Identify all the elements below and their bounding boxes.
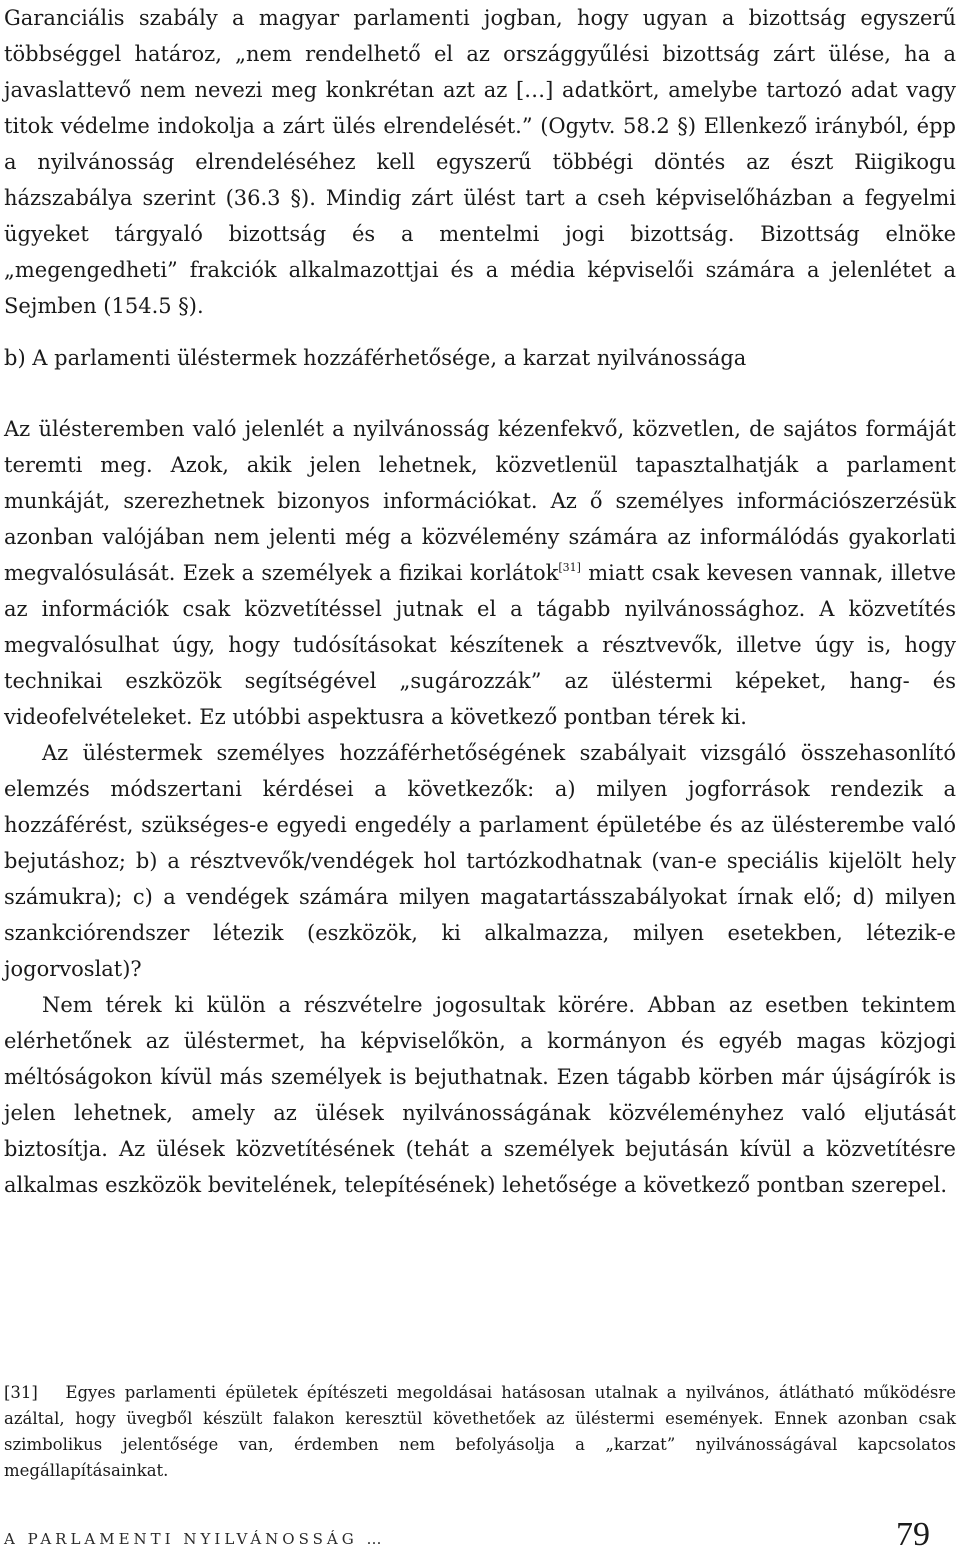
footnote xyxy=(4,1380,956,1484)
footnote-reference[interactable]: [31] xyxy=(558,561,581,574)
paragraph-text: miatt csak kevesen vannak, illetve az információk csak közvetítéssel jutnak el a tágabb nyilvánossághoz. A közvetítés megvalósulhat úgy, hogy tudósításokat készítenek a résztvevők, illetve úgy is, hogy technikai eszközök segítségével „sugározzák” az üléstermi képeket, hang- és videofelvételeket. Ez utóbbi aspektusra a következő pontban térek ki. xyxy=(4,561,956,729)
paragraph-participants: Nem térek ki külön a részvételre jogosultak körére. Abban az esetben tekintem elérhetőnek az üléstermet, ha képviselőkön, a kormányon és egyéb magas közjogi méltóságokon kívül más személyek is bejuthatnak. Ezen tágabb körben már újságírók is jelen lehetnek, amely az ülések nyilvánosságának közvéleményhez való eljutását biztosítja. Az ülések közvetítésének (tehát a személyek bejutásán kívül a közvetítésre alkalmas eszközök bevitelének, telepítésének) lehetősége a következő pontban szerepel. xyxy=(4,993,956,1197)
section-body xyxy=(4,411,956,1203)
footnote-text: Egyes parlamenti épületek építészeti megoldásai hatásosan utalnak a nyilvános, átlátható működésre azáltal, hogy üvegből készült falakon keresztül követhetőek az üléstermi események. Ennek azonban csak szimbolikus jelentősége van, érdemben nem befolyásolja a „karzat” nyilvánosságával kapcsolatos megállapításainkat. xyxy=(4,1383,956,1480)
section-heading: b) A parlamenti üléstermek hozzáférhetősége, a karzat nyilvánossága xyxy=(4,346,747,370)
paragraph-methodology: Az üléstermek személyes hozzáférhetőségének szabályait vizsgáló összehasonlító elemzés módszertani kérdései a következők: a) milyen jogforrások rendezik a hozzáférést, szükséges-e egyedi engedély a parlament épületébe és az ülésterembe való bejutáshoz; b) a résztvevők/vendégek hol tartózkodhatnak (van-e speciális kijelölt hely számukra); c) a vendégek számára milyen magatartásszabályokat írnak elő; d) milyen szankciórendszer létezik (eszközök, ki alkalmazza, milyen esetekben, létezik-e jogorvoslat)? xyxy=(4,741,956,981)
page-number: 79 xyxy=(896,1516,930,1553)
paragraph-committee-rules: Garanciális szabály a magyar parlamenti jogban, hogy ugyan a bizottság egyszerű többséggel határoz, „nem rendelhető el az országgyűlési bizottság zárt ülése, ha a javaslattevő nem nevezi meg konkrétan azt az […] adatkört, amelybe tartozó adat vagy titok védelme indokolja a zárt ülés elrendelését.” (Ogytv. 58.2 §) Ellenkező irányból, épp a nyilvánosság elrendeléséhez kell egyszerű többégi döntés az észt Riigikogu házszabálya szerint (36.3 §). Mindig zárt ülést tart a cseh képviselőházban a fegyelmi ügyeket tárgyaló bizottság és a mentelmi jogi bizottság. Bizottság elnöke „megengedheti” frakciók alkalmazottjai és a média képviselői számára a jelenlétet a Sejmben (154.5 §). xyxy=(4,6,956,318)
footnote-marker: [31] xyxy=(4,1383,38,1402)
page-footer xyxy=(4,1518,956,1558)
paragraph-text: Az ülésteremben való jelenlét a nyilvánosság kézenfekvő, közvetlen, de sajátos formáját teremti meg. Azok, akik jelen lehetnek, közvetlenül tapasztalhatják a parlament munkáját, szerezhetnek bizonyos információkat. Az ő személyes információszerzésük azonban valójában nem jelenti még a közvélemény számára az informálódás gyakorlati megvalósulását. Ezek a személyek a fizikai korlátok xyxy=(4,417,956,585)
paragraph-session-presence xyxy=(4,411,956,735)
running-title: A PARLAMENTI NYILVÁNOSSÁG … xyxy=(4,1530,386,1548)
